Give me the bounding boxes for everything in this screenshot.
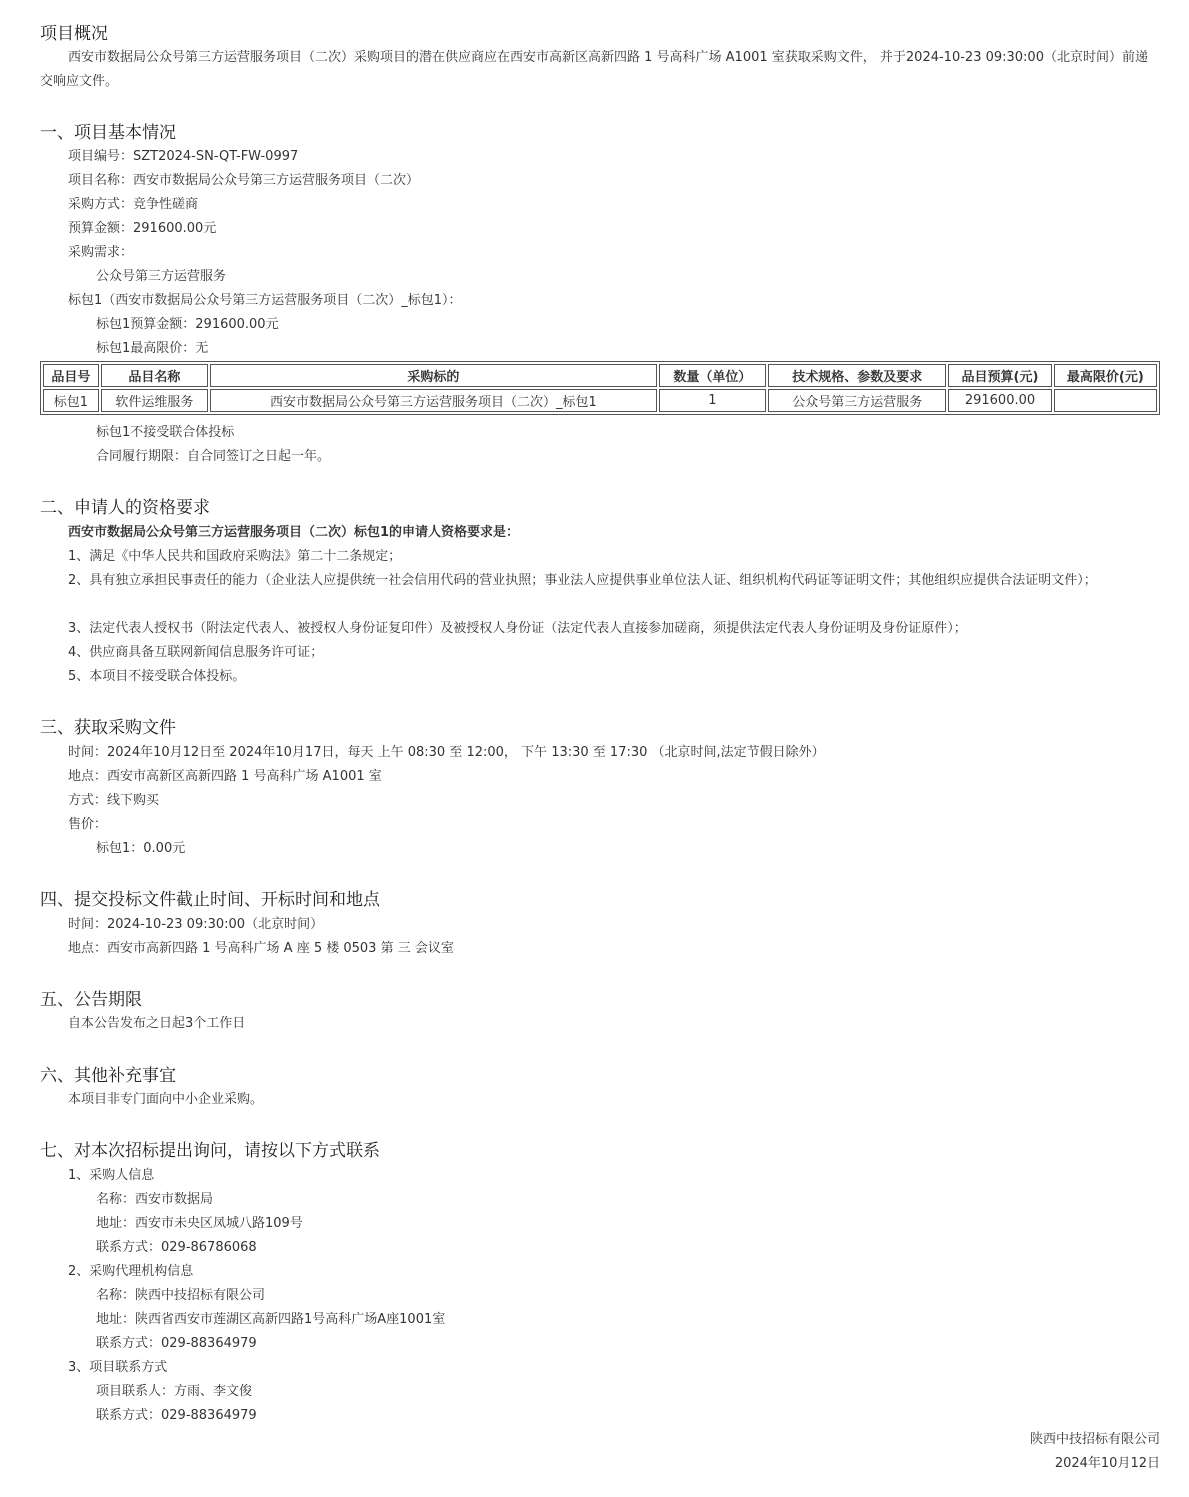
qualification-4: 4、供应商具备互联网新闻信息服务许可证；: [68, 645, 324, 660]
table-row: [43, 389, 1157, 412]
qualification-5: 5、本项目不接受联合体投标。: [68, 669, 246, 684]
purchaser-info-title: 1、采购人信息: [68, 1168, 155, 1183]
agency-address: 地址：陕西省西安市莲湖区高新四路1号高科广场A座1001室: [96, 1312, 446, 1327]
table-cell: 1: [659, 389, 766, 412]
items-table: [40, 361, 1160, 415]
table-cell: 291600.00: [948, 389, 1051, 412]
table-header: 品目名称: [101, 364, 208, 387]
contract-period: 合同履行期限：自合同签订之日起一年。: [96, 449, 331, 464]
project-contact-person: 项目联系人：方雨、李文俊: [96, 1384, 253, 1399]
purchaser-name: 名称：西安市数据局: [96, 1192, 214, 1207]
obtain-way: 方式：线下购买: [68, 793, 160, 808]
overview-text: 西安市数据局公众号第三方运营服务项目（二次）采购项目的潜在供应商应在西安市高新区高新四路 1 号高科广场 A1001 室获取采购文件， 并于2024-10-23 09:30:00（北京时间）前递交响应文件。: [40, 50, 1148, 89]
deadline-time: 时间：2024-10-23 09:30:00（北京时间）: [68, 917, 324, 932]
section-5-title: 五、公告期限: [40, 990, 142, 1010]
table-header: 最高限价(元): [1054, 364, 1157, 387]
table-cell: 西安市数据局公众号第三方运营服务项目（二次）_标包1: [210, 389, 657, 412]
package-limit: 标包1最高限价：无: [96, 341, 209, 356]
purchaser-address: 地址：西安市未央区凤城八路109号: [96, 1216, 303, 1231]
footer-date: 2024年10月12日: [1054, 1456, 1160, 1471]
section-3-title: 三、获取采购文件: [40, 718, 176, 738]
demand-text: 公众号第三方运营服务: [96, 269, 227, 284]
overview-title: 项目概况: [40, 24, 108, 44]
project-contact-phone: 联系方式：029-88364979: [96, 1408, 257, 1423]
table-header: 采购标的: [210, 364, 657, 387]
project-name: 项目名称：西安市数据局公众号第三方运营服务项目（二次）: [68, 173, 420, 188]
price-label: 售价：: [68, 817, 108, 832]
table-cell: 公众号第三方运营服务: [768, 389, 946, 412]
section-4-title: 四、提交投标文件截止时间、开标时间和地点: [40, 890, 380, 910]
obtain-time: 时间：2024年10月12日至 2024年10月17日，每天 上午 08:30 至 12:00， 下午 13:30 至 17:30 （北京时间,法定节假日除外）: [68, 745, 825, 760]
demand-label: 采购需求：: [68, 245, 134, 260]
supplementary-note: 本项目非专门面向中小企业采购。: [68, 1092, 264, 1107]
section-6-title: 六、其他补充事宜: [40, 1066, 176, 1086]
table-cell: 软件运维服务: [101, 389, 208, 412]
qualification-1: 1、满足《中华人民共和国政府采购法》第二十二条规定；: [68, 549, 402, 564]
project-number: 项目编号：SZT2024-SN-QT-FW-0997: [68, 149, 299, 164]
table-header-row: [43, 364, 1157, 387]
agency-name: 名称：陕西中技招标有限公司: [96, 1288, 266, 1303]
project-contact-title: 3、项目联系方式: [68, 1360, 168, 1375]
package-budget: 标包1预算金额：291600.00元: [96, 317, 279, 332]
opening-place: 地点：西安市高新四路 1 号高科广场 A 座 5 楼 0503 第 三 会议室: [68, 941, 454, 956]
budget-amount: 预算金额：291600.00元: [68, 221, 217, 236]
table-cell: 标包1: [43, 389, 99, 412]
procurement-method: 采购方式：竞争性磋商: [68, 197, 199, 212]
table-header: 数量（单位）: [659, 364, 766, 387]
qualification-3: 3、法定代表人授权书（附法定代表人、被授权人身份证复印件）及被授权人身份证（法定代表人直接参加磋商，须提供法定代表人身份证明及身份证原件）；: [68, 621, 967, 636]
footer-organization: 陕西中技招标有限公司: [1029, 1432, 1160, 1447]
no-consortium-note: 标包1不接受联合体投标: [96, 425, 235, 440]
price-value: 标包1：0.00元: [96, 841, 186, 856]
section-1-title: 一、项目基本情况: [40, 123, 176, 143]
table-header: 品目号: [43, 364, 99, 387]
table-cell: [1054, 389, 1157, 412]
section-7-title: 七、对本次招标提出询问，请按以下方式联系: [40, 1141, 380, 1161]
section-2-title: 二、申请人的资格要求: [40, 498, 210, 518]
purchaser-phone: 联系方式：029-86786068: [96, 1240, 257, 1255]
table-header: 品目预算(元): [948, 364, 1051, 387]
qualification-2: 2、具有独立承担民事责任的能力（企业法人应提供统一社会信用代码的营业执照；事业法人应提供事业单位法人证、组织机构代码证等证明文件；其他组织应提供合法证明文件）；: [68, 573, 1097, 588]
qualification-lead: 西安市数据局公众号第三方运营服务项目（二次）标包1的申请人资格要求是：: [68, 525, 520, 540]
obtain-place: 地点：西安市高新区高新四路 1 号高科广场 A1001 室: [68, 769, 382, 784]
agency-phone: 联系方式：029-88364979: [96, 1336, 257, 1351]
table-header: 技术规格、参数及要求: [768, 364, 946, 387]
notice-period: 自本公告发布之日起3个工作日: [68, 1016, 246, 1031]
agency-info-title: 2、采购代理机构信息: [68, 1264, 194, 1279]
package-title: 标包1（西安市数据局公众号第三方运营服务项目（二次）_标包1）：: [68, 293, 462, 308]
